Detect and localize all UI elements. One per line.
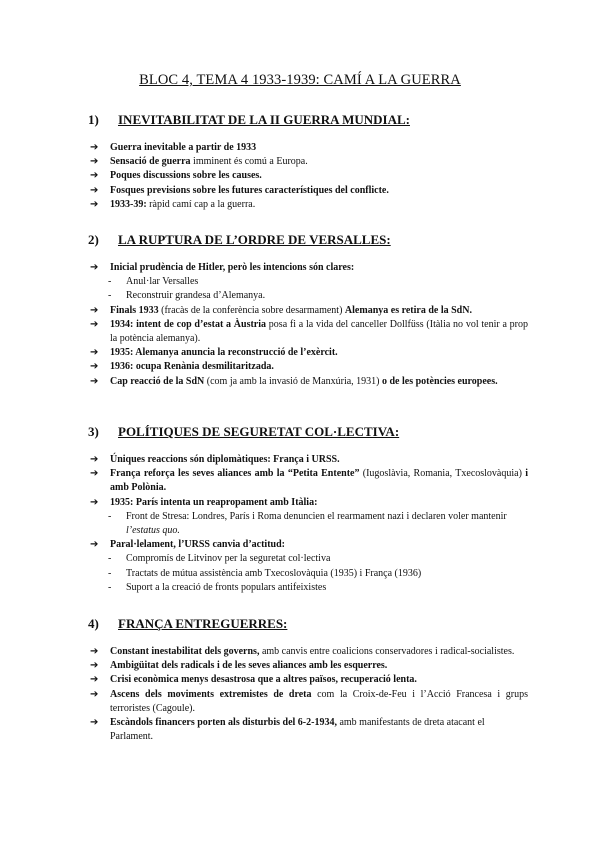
sub-bullet-item (88, 567, 528, 581)
bold-text: 1935: París intenta un reapropament amb Itàlia: (110, 496, 318, 508)
bullet-list (88, 261, 528, 389)
bold-text: Constant inestabilitat dels governs, (110, 646, 260, 657)
bold-text: Inicial prudència de Hitler, però les intencions són clares: (110, 262, 355, 273)
section-title: LA RUPTURA DE L’ORDRE DE VERSALLES: (118, 232, 391, 247)
bold-text: o de les potències europees. (382, 375, 498, 387)
bullet-item (88, 360, 528, 374)
sub-bullet-text: Anul·lar Versalles (126, 276, 199, 288)
bullet-item (88, 184, 528, 198)
plain-text: imminent és comú a Europa. (190, 156, 308, 168)
bold-text: Cap reacció de la SdN (110, 375, 205, 387)
bold-text: Guerra inevitable a partir de 1933 (110, 142, 257, 153)
sub-bullet-item (88, 581, 528, 595)
bullet-item (88, 198, 528, 212)
plain-text: (fracàs de la conferència sobre desarmament) (158, 304, 345, 316)
bold-text: Ambigüitat dels radicals i de les seves aliances amb les esquerres. (110, 660, 388, 672)
arrow-icon: ➔ (90, 375, 99, 387)
emphasis-text: l’estatus quo. (126, 525, 180, 537)
bold-text: 1934: intent de cop d’estat a Àustria (110, 318, 267, 330)
bold-text: Alemanya es retira de la SdN. (344, 304, 472, 316)
arrow-icon: ➔ (90, 539, 99, 551)
bold-text: Poques discussions sobre les causes. (110, 170, 262, 182)
bullet-item (88, 155, 528, 169)
section-heading (88, 232, 391, 248)
dash-marker: - (108, 553, 112, 565)
arrow-icon: ➔ (90, 347, 99, 359)
bullet-item (88, 318, 528, 346)
bullet-list (88, 645, 528, 744)
plain-text: (com ja amb la invasió de Manxúria, 1931) (204, 375, 382, 387)
bullet-item (88, 453, 528, 467)
bullet-item (88, 538, 528, 552)
bold-text: França reforça les seves aliances amb la “Petita Entente” (110, 468, 360, 480)
sub-bullet-text: Suport a la creació de fronts populars antifeixistes (126, 581, 327, 593)
arrow-icon: ➔ (90, 674, 99, 686)
arrow-icon: ➔ (90, 262, 99, 273)
plain-text: ràpid camí cap a la guerra. (146, 198, 256, 210)
bold-text: 1936: ocupa Renània desmilitaritzada. (110, 361, 274, 373)
arrow-icon: ➔ (90, 361, 99, 373)
bullet-item (88, 141, 528, 155)
arrow-icon: ➔ (90, 496, 99, 508)
bold-text: 1933-39: (110, 198, 147, 210)
bullet-item (88, 346, 528, 360)
dash-marker: - (108, 276, 112, 288)
bold-text: Sensació de guerra (110, 156, 191, 168)
bold-text: Paral·lelament, l’URSS canvia d’actitud: (110, 539, 285, 551)
bullet-item (88, 467, 528, 495)
bullet-list (88, 141, 528, 212)
bullet-item (88, 673, 528, 687)
section-heading (88, 112, 410, 128)
dash-marker: - (108, 290, 112, 302)
arrow-icon: ➔ (90, 468, 99, 480)
arrow-icon: ➔ (90, 646, 99, 657)
dash-marker: - (108, 567, 112, 579)
arrow-icon: ➔ (90, 454, 99, 465)
sub-bullet-item (88, 552, 528, 566)
bold-text: 1935: Alemanya anuncia la reconstrucció de l’exèrcit. (110, 347, 338, 359)
sub-bullet-item (88, 289, 528, 303)
bold-text: Escàndols financers porten als disturbis del 6-2-1934, (110, 717, 337, 729)
bold-text: Ascens dels moviments extremistes de dreta (110, 688, 312, 700)
sub-bullet-item (88, 510, 528, 538)
bullet-list (88, 453, 528, 595)
bold-text: i amb Polònia. (110, 468, 528, 494)
sub-bullet-text: Reconstruir grandesa d’Alemanya. (126, 290, 266, 302)
arrow-icon: ➔ (90, 184, 99, 196)
sub-bullet-text: Compromís de Litvinov per la seguretat col·lectiva (126, 553, 331, 565)
plain-text: amb canvis entre coalicions conservadores i radical-socialistes. (259, 646, 515, 657)
bullet-item (88, 261, 528, 275)
bold-text: Crisi econòmica menys desastrosa que a altres països, recuperació lenta. (110, 674, 417, 686)
bullet-item (88, 375, 528, 389)
arrow-icon: ➔ (90, 318, 99, 330)
arrow-icon: ➔ (90, 198, 99, 210)
sub-bullet-text: Tractats de mútua assistència amb Txecoslovàquia (1935) i França (1936) (126, 567, 422, 579)
sub-bullet-item (88, 275, 528, 289)
section-title: INEVITABILITAT DE LA II GUERRA MUNDIAL: (118, 112, 410, 127)
bullet-item (88, 659, 528, 673)
section-heading (88, 424, 399, 440)
dash-marker: - (108, 510, 112, 522)
plain-text: (Iugoslàvia, Romania, Txecoslovàquia) (359, 468, 526, 480)
plain-text: amb manifestants de dreta atacant el Parlament. (110, 717, 485, 743)
section-heading (88, 616, 287, 632)
bullet-item (88, 645, 528, 659)
section-title: FRANÇA ENTREGUERRES: (118, 616, 288, 631)
plain-text: com la Croix-de-Feu i l’Acció Francesa i grups terroristes (Cagoule). (110, 688, 528, 714)
document-title: BLOC 4, TEMA 4 1933-1939: CAMÍ A LA GUERRA (139, 72, 461, 88)
arrow-icon: ➔ (90, 142, 99, 153)
arrow-icon: ➔ (90, 170, 99, 182)
section-title: POLÍTIQUES DE SEGURETAT COL·LECTIVA: (118, 424, 400, 439)
section-number: 3) (88, 424, 99, 439)
arrow-icon: ➔ (90, 717, 99, 729)
bullet-item (88, 169, 528, 183)
arrow-icon: ➔ (90, 660, 99, 672)
arrow-icon: ➔ (90, 304, 99, 316)
arrow-icon: ➔ (90, 688, 99, 700)
bold-text: Úniques reaccions són diplomàtiques: França i URSS. (110, 454, 340, 465)
arrow-icon: ➔ (90, 156, 99, 168)
bold-text: Finals 1933 (110, 304, 159, 316)
bullet-item (88, 716, 528, 744)
bold-text: Fosques previsions sobre les futures característiques del conflicte. (110, 184, 389, 196)
section-number: 2) (88, 232, 99, 247)
dash-marker: - (108, 581, 112, 593)
sub-bullet-text: Front de Stresa: Londres, París i Roma denuncien el rearmament nazi i declaren voler mantenir (126, 510, 507, 522)
bullet-item (88, 496, 528, 510)
plain-text: posa fi a la vida del canceller Dollfüss (Itàlia no vol tenir a prop la potència alemanya). (110, 318, 528, 345)
section-number: 1) (88, 112, 99, 127)
section-number: 4) (88, 616, 99, 631)
bullet-item (88, 304, 528, 318)
bullet-item (88, 688, 528, 716)
